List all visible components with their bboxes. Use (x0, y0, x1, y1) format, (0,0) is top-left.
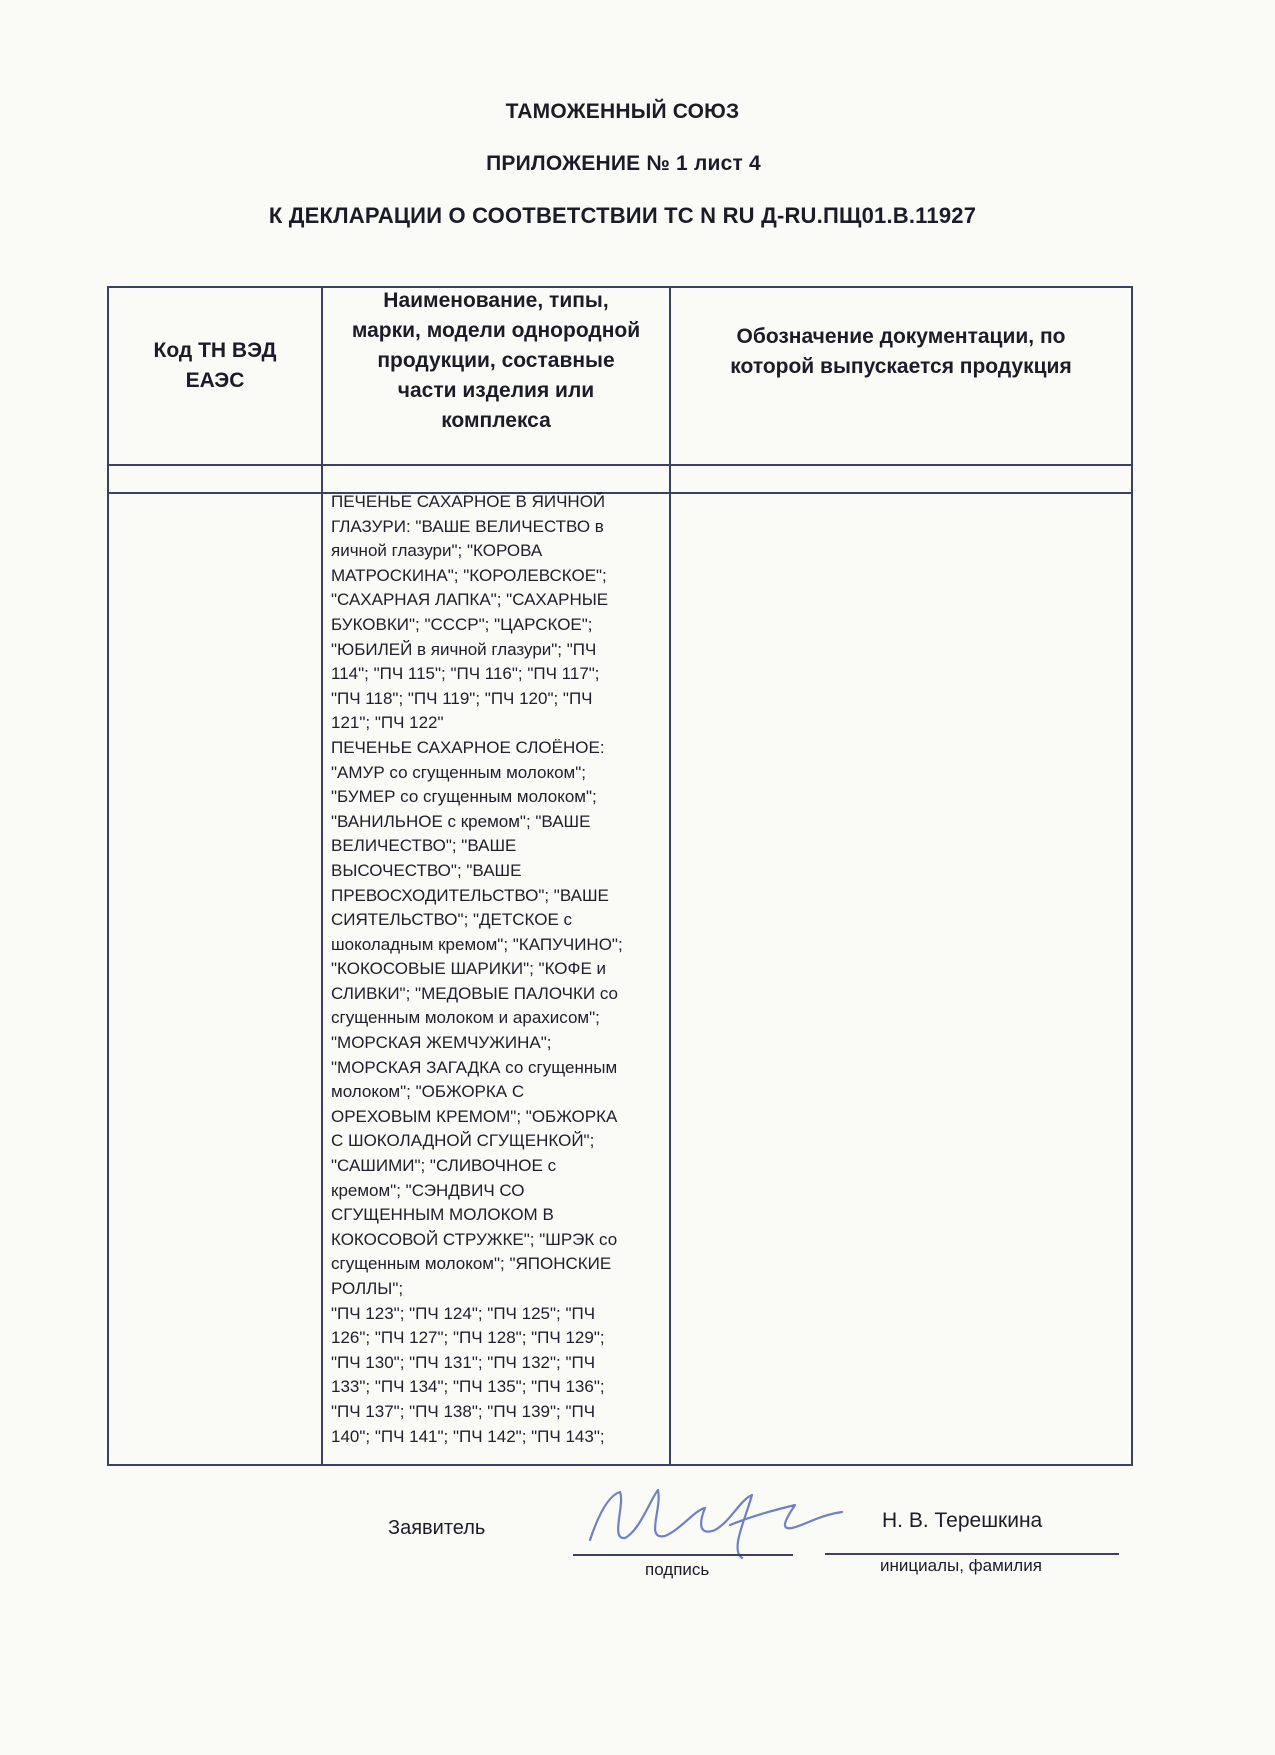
column-header-name (323, 286, 669, 436)
product-line: "МОРСКАЯ ЗАГАДКА со сгущенным (331, 1057, 618, 1077)
header-line: Код ТН ВЭД (153, 339, 277, 362)
product-line: "КОКОСОВЫЕ ШАРИКИ"; "КОФЕ и (331, 959, 607, 979)
table-row-divider (109, 464, 1131, 466)
product-line: "САШИМИ"; "СЛИВОЧНОЕ с (331, 1156, 557, 1176)
product-line: "САХАРНАЯ ЛАПКА"; "САХАРНЫЕ (331, 590, 609, 610)
product-line: "ПЧ 137"; "ПЧ 138"; "ПЧ 139"; "ПЧ (331, 1401, 596, 1421)
product-line: ВЫСОЧЕСТВО"; "ВАШЕ (331, 860, 522, 880)
product-line: 126"; "ПЧ 127"; "ПЧ 128"; "ПЧ 129"; (331, 1328, 605, 1348)
product-line: 114"; "ПЧ 115"; "ПЧ 116"; "ПЧ 117"; (331, 664, 600, 684)
header-line: ЕАЭС (185, 369, 245, 392)
product-line: МАТРОСКИНА"; "КОРОЛЕВСКОЕ"; (331, 565, 607, 585)
product-line: яичной глазури"; "КОРОВА (331, 541, 543, 561)
signature-underline (573, 1554, 793, 1556)
header-union: ТАМОЖЕННЫЙ СОЮЗ (505, 100, 740, 123)
product-line: СГУЩЕННЫМ МОЛОКОМ В (331, 1205, 554, 1225)
product-line: ОРЕХОВЫМ КРЕМОМ"; "ОБЖОРКА (331, 1106, 618, 1126)
name-caption: инициалы, фамилия (880, 1556, 1042, 1575)
product-line: шоколадным кремом"; "КАПУЧИНО"; (331, 934, 623, 954)
header-line: части изделия или (397, 379, 595, 402)
product-names-cell (331, 490, 663, 1449)
product-line: ПЕЧЕНЬЕ САХАРНОЕ СЛОЁНОЕ: (331, 737, 605, 757)
header-line: Наименование, типы, (383, 289, 609, 312)
product-line: сгущенным молоком"; "ЯПОНСКИЕ (331, 1254, 612, 1274)
product-line: 121"; "ПЧ 122" (331, 713, 444, 733)
header-line: Обозначение документации, по (736, 325, 1066, 348)
applicant-label: Заявитель (388, 1517, 486, 1539)
product-line: "ПЧ 118"; "ПЧ 119"; "ПЧ 120"; "ПЧ (331, 688, 593, 708)
product-line: 140"; "ПЧ 141"; "ПЧ 142"; "ПЧ 143"; (331, 1426, 605, 1446)
product-line: "ВАНИЛЬНОЕ с кремом"; "ВАШЕ (331, 811, 591, 831)
column-header-documentation (671, 322, 1131, 382)
product-line: С ШОКОЛАДНОЙ СГУЩЕНКОЙ"; (331, 1131, 595, 1151)
product-line: 133"; "ПЧ 134"; "ПЧ 135"; "ПЧ 136"; (331, 1377, 605, 1397)
product-line: "БУМЕР со сгущенным молоком"; (331, 787, 597, 807)
product-line: РОЛЛЫ"; (331, 1279, 404, 1298)
product-line: СЛИВКИ"; "МЕДОВЫЕ ПАЛОЧКИ со (331, 983, 619, 1003)
header-appendix: ПРИЛОЖЕНИЕ № 1 лист 4 (486, 152, 761, 175)
product-line: КОКОСОВОЙ СТРУЖКЕ"; "ШРЭК со (331, 1229, 618, 1249)
product-line: ГЛАЗУРИ: "ВАШЕ ВЕЛИЧЕСТВО в (331, 516, 604, 536)
signature-caption: подпись (645, 1560, 710, 1579)
name-underline (825, 1553, 1119, 1555)
column-header-code (109, 336, 321, 396)
product-line: "ПЧ 123"; "ПЧ 124"; "ПЧ 125"; "ПЧ (331, 1303, 596, 1323)
header-declaration: К ДЕКЛАРАЦИИ О СООТВЕТСТВИИ ТС N RU Д-RU.ПЩ01.В.11927 (268, 203, 977, 228)
product-line: "ЮБИЛЕЙ в яичной глазури"; "ПЧ (331, 639, 597, 659)
product-line: "АМУР со сгущенным молоком"; (331, 762, 586, 782)
header-line: которой выпускается продукция (730, 355, 1072, 378)
header-line: марки, модели однородной (351, 319, 641, 342)
product-line: молоком"; "ОБЖОРКА С (331, 1082, 525, 1102)
product-line: "МОРСКАЯ ЖЕМЧУЖИНА"; (331, 1033, 552, 1053)
product-line: БУКОВКИ"; "СССР"; "ЦАРСКОЕ"; (331, 614, 593, 634)
product-table (107, 286, 1133, 1466)
product-line: "ПЧ 130"; "ПЧ 131"; "ПЧ 132"; "ПЧ (331, 1352, 596, 1372)
header-line: продукции, составные (377, 349, 615, 372)
product-line: сгущенным молоком и арахисом"; (331, 1008, 600, 1028)
header-line: комплекса (441, 409, 551, 432)
product-line: ПЕЧЕНЬЕ САХАРНОЕ В ЯИЧНОЙ (331, 492, 606, 511)
product-line: кремом"; "СЭНДВИЧ СО (331, 1180, 525, 1200)
signer-name: Н. В. Терешкина (882, 1509, 1043, 1532)
product-line: ПРЕВОСХОДИТЕЛЬСТВО"; "ВАШЕ (331, 885, 609, 905)
product-line: ВЕЛИЧЕСТВО"; "ВАШЕ (331, 836, 517, 856)
product-line: СИЯТЕЛЬСТВО"; "ДЕТСКОЕ с (331, 910, 573, 930)
